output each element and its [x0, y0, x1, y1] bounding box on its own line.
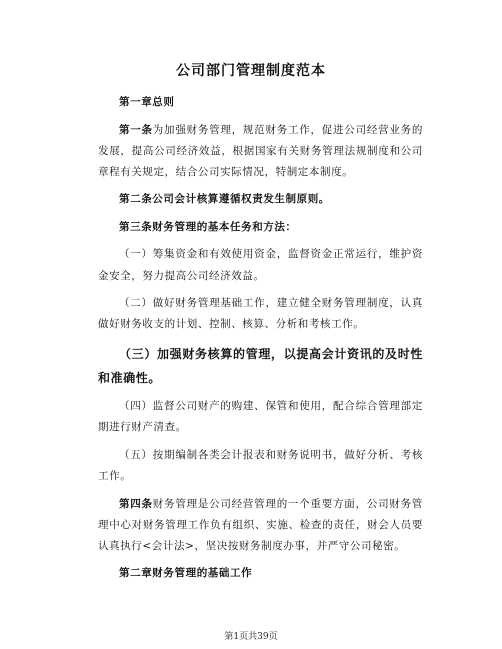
page-number: 第1页共39页	[224, 632, 278, 642]
article-paragraph	[98, 120, 423, 184]
chapter-heading: 第二章财务管理的基础工作	[119, 567, 253, 580]
article-heading: 第三条财务管理的基本任务和方法：	[119, 220, 297, 233]
article-text: 财务管理是公司经营管理的一个重要方面，公司财务管理中心对财务管理工作负有组织、实施、检查的责任，财会人员要认真执行<会计法>，坚决按财务制度办事，并严守公司秘密。	[98, 497, 423, 552]
list-item: （四）监督公司财产的购建、保管和使用，配合综合管理部定期进行财产清查。	[98, 400, 423, 434]
document-title: 公司部门管理制度范本	[176, 63, 326, 79]
chapter-heading: 第一章总则	[119, 96, 175, 108]
document-body	[98, 92, 423, 591]
list-item: （一）筹集资金和有效使用资金，监督资金正常运行，维护资金安全，努力提高公司经济效益。	[98, 248, 423, 282]
article-heading: 第二条公司会计核算遵循权责发生制原则。	[119, 193, 330, 206]
article-label: 第四条	[119, 497, 153, 510]
list-item-emphasis: （三）加强财务核算的管理，以提高会计资讯的及时性和准确性。	[98, 346, 423, 385]
list-item: （五）按期编制各类会计报表和财务说明书，做好分析、考核工作。	[98, 448, 423, 483]
article-text: 为加强财务管理，规范财务工作，促进公司经营业务的发展，提高公司经济效益，根据国家有关财务管理法规制度和公司章程有关规定，结合公司实际情况，特制定本制度。	[98, 123, 423, 178]
article-paragraph	[98, 494, 423, 558]
article-label: 第一条	[119, 123, 153, 136]
list-item: （二）做好财务管理基础工作，建立健全财务管理制度，认真做好财务收支的计划、控制、核算、分析和考核工作。	[98, 297, 423, 331]
